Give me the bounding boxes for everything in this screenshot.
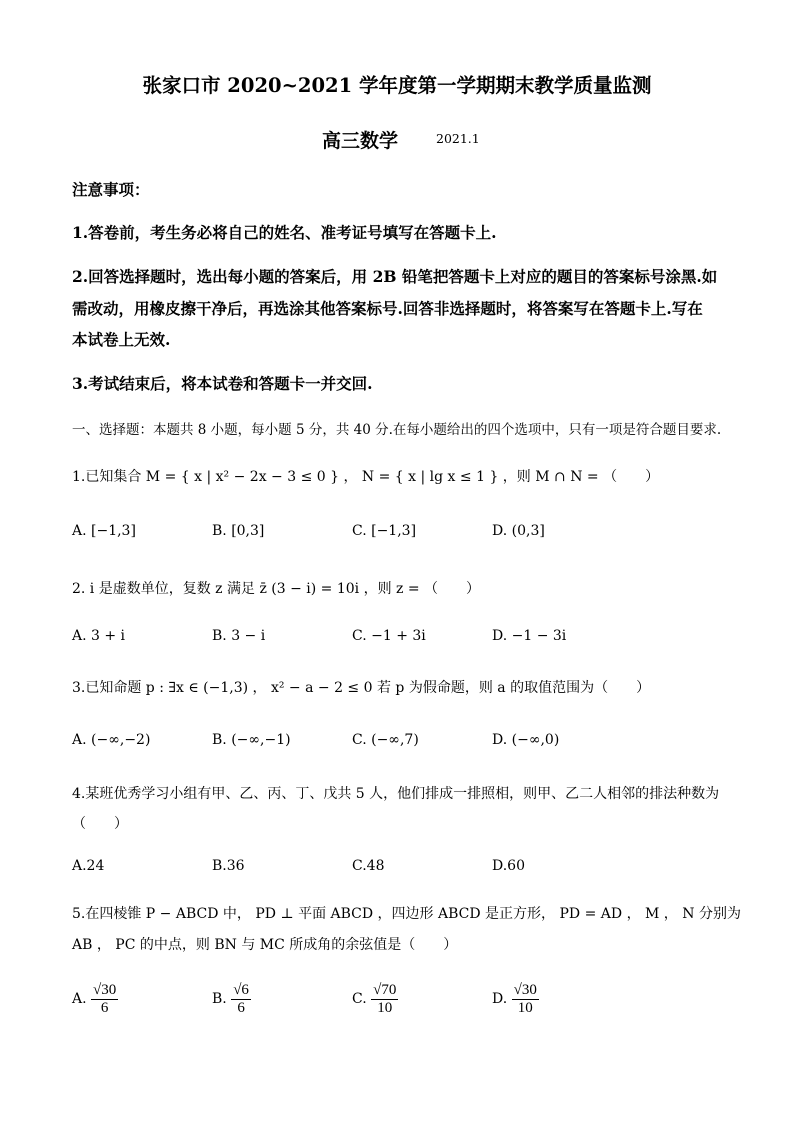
fraction-denominator: 6 xyxy=(237,999,245,1016)
question-stem: 1.已知集合 M = { x | x² − 2x − 3 ≤ 0 } ， N = { x | lg x ≤ 1 } ，则 M ∩ N = （ ） xyxy=(72,469,660,485)
option-label: C. xyxy=(352,991,367,1007)
answer-option-b xyxy=(212,982,251,1016)
answer-option-d: D. (−∞,0) xyxy=(492,732,560,748)
answer-option-a: A. (−∞,−2) xyxy=(72,732,151,748)
notice-item: 本试卷上无效. xyxy=(72,330,171,349)
notice-item: 需改动，用橡皮擦干净后，再选涂其他答案标号.回答非选择题时，将答案写在答题卡上.写在 xyxy=(72,299,703,318)
fraction xyxy=(371,982,398,1016)
question-stem-continued: AB ， PC 的中点，则 BN 与 MC 所成角的余弦值是（ ） xyxy=(72,937,458,953)
fraction-numerator: √6 xyxy=(233,982,249,998)
answer-option-d xyxy=(492,982,539,1016)
answer-option-b: B. 3 − i xyxy=(212,628,266,644)
page-title: 张家口市 2020~2021 学年度第一学期期末教学质量监测 xyxy=(142,74,652,97)
fraction-numerator: √70 xyxy=(373,982,397,998)
fraction-numerator: √30 xyxy=(93,982,117,998)
question-stem: 3.已知命题 p : ∃x ∈ (−1,3) ， x² − a − 2 ≤ 0 若 p 为假命题，则 a 的取值范围为（ ） xyxy=(72,680,651,696)
answer-option-c xyxy=(352,982,398,1016)
answer-option-a: A. 3 + i xyxy=(72,628,126,644)
answer-option-c: C. (−∞,7) xyxy=(352,732,419,748)
answer-option-a: A. [−1,3] xyxy=(72,523,136,539)
fraction xyxy=(91,982,118,1016)
question-stem: 4.某班优秀学习小组有甲、乙、丙、丁、戊共 5 人，他们排成一排照相，则甲、乙二人相邻的排法种数为 xyxy=(72,786,720,802)
answer-option-a xyxy=(72,982,118,1016)
option-label: B. xyxy=(212,991,227,1007)
answer-option-c: C.48 xyxy=(352,858,385,874)
answer-option-b: B. [0,3] xyxy=(212,523,265,539)
section-heading: 一、选择题：本题共 8 小题，每小题 5 分，共 40 分.在每小题给出的四个选项中，只有一项是符合题目要求. xyxy=(72,422,722,438)
answer-option-d: D. −1 − 3i xyxy=(492,628,567,644)
answer-option-b: B. (−∞,−1) xyxy=(212,732,291,748)
answer-option-c: C. −1 + 3i xyxy=(352,628,426,644)
fraction-denominator: 10 xyxy=(377,999,393,1016)
fraction xyxy=(231,982,251,1016)
question-stem: 2. i 是虚数单位，复数 z 满足 z̄ (3 − i) = 10i ，则 z = （ ） xyxy=(72,581,481,597)
subject-title: 高三数学 xyxy=(322,130,399,152)
notice-item: 1.答卷前，考生务必将自己的姓名、准考证号填写在答题卡上. xyxy=(72,223,497,242)
notice-item: 3.考试结束后，将本试卷和答题卡一并交回. xyxy=(72,374,373,393)
question-stem: 5.在四棱锥 P − ABCD 中， PD ⊥ 平面 ABCD ，四边形 ABCD 是正方形， PD = AD ， M ， N 分别为 xyxy=(72,906,741,922)
answer-option-a: A.24 xyxy=(72,858,105,874)
notice-heading: 注意事项： xyxy=(72,180,150,199)
question-stem-continued: （ ） xyxy=(72,816,128,832)
fraction-denominator: 10 xyxy=(517,999,533,1016)
fraction-denominator: 6 xyxy=(100,999,109,1016)
fraction-numerator: √30 xyxy=(513,982,537,998)
answer-option-b: B.36 xyxy=(212,858,245,874)
answer-option-c: C. [−1,3] xyxy=(352,523,417,539)
answer-option-d: D.60 xyxy=(492,858,525,874)
answer-option-d: D. (0,3] xyxy=(492,523,545,539)
notice-item: 2.回答选择题时，选出每小题的答案后，用 2B 铅笔把答题卡上对应的题目的答案标号涂黑.如 xyxy=(72,267,718,286)
exam-date: 2021.1 xyxy=(436,131,480,146)
fraction xyxy=(512,982,539,1016)
option-label: D. xyxy=(492,991,508,1007)
option-label: A. xyxy=(72,991,87,1007)
